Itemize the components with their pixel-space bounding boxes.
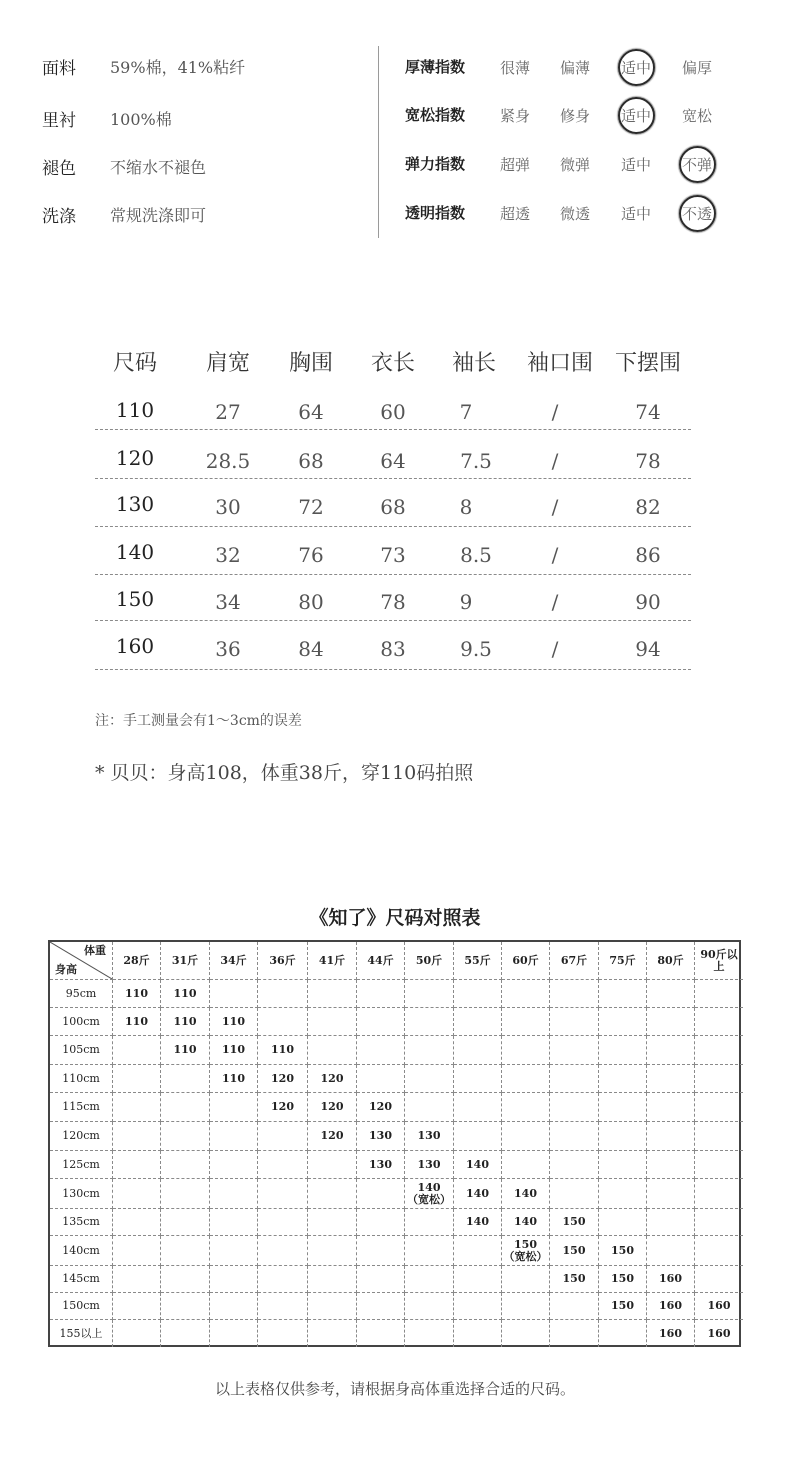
size-recommendation-cell xyxy=(210,1266,258,1293)
size-cell: 160 xyxy=(115,634,155,658)
size-recommendation-cell xyxy=(161,1179,210,1209)
size-recommendation-cell xyxy=(502,980,550,1008)
size-recommendation-cell xyxy=(308,1008,357,1036)
height-header-cell: 130cm xyxy=(50,1179,113,1209)
size-recommendation-cell xyxy=(647,1008,695,1036)
size-recommendation-cell xyxy=(550,1093,599,1122)
row-divider xyxy=(95,526,691,527)
length-cell: 78 xyxy=(380,590,406,614)
size-recommendation-cell xyxy=(550,1065,599,1093)
size-recommendation-cell xyxy=(454,1266,502,1293)
size-recommendation-cell xyxy=(161,1093,210,1122)
washing-label: 洗涤 xyxy=(42,207,76,227)
size-recommendation-cell xyxy=(550,1320,599,1347)
size-recommendation-cell xyxy=(210,1293,258,1320)
size-cell: 150 xyxy=(115,587,155,611)
size-recommendation-cell: 120 xyxy=(308,1065,357,1093)
size-recommendation-cell xyxy=(502,1008,550,1036)
size-recommendation-cell xyxy=(113,1151,161,1179)
row-divider xyxy=(95,574,691,575)
size-recommendation-cell: 140 xyxy=(454,1179,502,1209)
lining-label: 里衬 xyxy=(42,111,76,131)
shoulder-cell: 34 xyxy=(215,590,241,614)
size-recommendation-cell xyxy=(405,1093,454,1122)
looseness-option: 修身 xyxy=(559,107,590,125)
size-recommendation-cell xyxy=(357,1320,405,1347)
washing-value: 常规洗涤即可 xyxy=(110,206,207,225)
weight-header-cell: 67斤 xyxy=(550,942,599,980)
size-recommendation-cell xyxy=(695,1008,743,1036)
size-recommendation-cell: 140 xyxy=(454,1209,502,1236)
size-recommendation-cell xyxy=(599,1320,647,1347)
size-recommendation-cell xyxy=(647,1122,695,1151)
weight-axis-label: 体重 xyxy=(84,944,106,957)
thickness-option-selected: 适中 xyxy=(614,57,658,78)
elasticity-index-label: 弹力指数 xyxy=(405,155,466,173)
thickness-index-label: 厚薄指数 xyxy=(405,58,466,76)
size-recommendation-cell xyxy=(647,1036,695,1065)
size-recommendation-cell xyxy=(454,1093,502,1122)
size-table-header: 袖长 xyxy=(451,351,496,376)
size-recommendation-cell xyxy=(258,1209,308,1236)
size-recommendation-cell xyxy=(258,1320,308,1347)
size-recommendation-cell xyxy=(695,1179,743,1209)
size-recommendation-cell: 160 xyxy=(647,1293,695,1320)
size-recommendation-cell xyxy=(502,1320,550,1347)
size-recommendation-cell xyxy=(308,1209,357,1236)
looseness-index-label: 宽松指数 xyxy=(405,106,466,124)
sleeve-cell: 9 xyxy=(459,590,473,614)
size-recommendation-cell xyxy=(599,1036,647,1065)
fabric-label: 面料 xyxy=(42,59,76,79)
size-recommendation-cell xyxy=(405,1266,454,1293)
size-recommendation-cell xyxy=(454,1320,502,1347)
hem-cell: 86 xyxy=(635,543,661,567)
lining-value: 100%棉 xyxy=(110,110,172,129)
size-recommendation-cell xyxy=(258,980,308,1008)
size-recommendation-cell: 110 xyxy=(210,1036,258,1065)
size-recommendation-cell: 130 xyxy=(357,1151,405,1179)
size-recommendation-cell xyxy=(695,1093,743,1122)
size-recommendation-cell xyxy=(454,980,502,1008)
height-header-cell: 155以上 xyxy=(50,1320,113,1347)
size-recommendation-cell xyxy=(695,980,743,1008)
size-cell: 120 xyxy=(115,446,155,470)
size-recommendation-cell xyxy=(357,1236,405,1266)
size-recommendation-cell xyxy=(695,1122,743,1151)
size-reference-grid xyxy=(48,940,741,1347)
size-recommendation-cell xyxy=(308,980,357,1008)
size-recommendation-cell xyxy=(113,1179,161,1209)
size-recommendation-cell xyxy=(647,1151,695,1179)
size-recommendation-cell: 120 xyxy=(258,1065,308,1093)
shoulder-cell: 27 xyxy=(215,400,241,424)
chest-cell: 76 xyxy=(298,543,324,567)
shoulder-cell: 32 xyxy=(215,543,241,567)
length-cell: 83 xyxy=(380,637,406,661)
looseness-option: 宽松 xyxy=(681,107,712,125)
grid-corner-cell xyxy=(50,942,113,980)
shoulder-cell: 28.5 xyxy=(205,449,251,473)
hem-cell: 74 xyxy=(635,400,661,424)
looseness-option: 紧身 xyxy=(499,107,530,125)
size-recommendation-cell: 120 xyxy=(258,1093,308,1122)
size-recommendation-cell: 110 xyxy=(161,980,210,1008)
size-recommendation-cell xyxy=(113,1036,161,1065)
size-recommendation-cell xyxy=(647,1236,695,1266)
shoulder-cell: 36 xyxy=(215,637,241,661)
size-recommendation-cell: 130 xyxy=(357,1122,405,1151)
size-recommendation-cell xyxy=(113,1093,161,1122)
weight-header-cell: 28斤 xyxy=(113,942,161,980)
size-recommendation-cell: 160 xyxy=(695,1293,743,1320)
size-recommendation-cell xyxy=(113,1065,161,1093)
size-recommendation-cell xyxy=(405,1209,454,1236)
height-header-cell: 120cm xyxy=(50,1122,113,1151)
chest-cell: 84 xyxy=(298,637,324,661)
size-recommendation-cell xyxy=(405,1008,454,1036)
size-recommendation-cell: 150 xyxy=(599,1293,647,1320)
length-cell: 64 xyxy=(380,449,406,473)
size-recommendation-cell xyxy=(550,1179,599,1209)
size-recommendation-cell: 130 xyxy=(405,1122,454,1151)
size-recommendation-cell: 160 xyxy=(647,1320,695,1347)
size-recommendation-cell xyxy=(357,1209,405,1236)
size-recommendation-cell: 160 xyxy=(707,1326,731,1340)
size-recommendation-cell: 120 xyxy=(357,1093,405,1122)
weight-header-cell: 55斤 xyxy=(454,942,502,980)
size-recommendation-cell xyxy=(210,1209,258,1236)
size-recommendation-cell: 150 xyxy=(599,1266,647,1293)
size-recommendation-cell xyxy=(695,1036,743,1065)
transparency-option: 超透 xyxy=(499,205,530,223)
sleeve-cell: 8.5 xyxy=(460,543,492,567)
size-recommendation-cell xyxy=(113,1122,161,1151)
fabric-value: 59%棉，41%粘纤 xyxy=(110,58,246,77)
size-recommendation-cell xyxy=(695,1209,743,1236)
size-table-header: 下摆围 xyxy=(614,351,681,376)
sleeve-cell: 7.5 xyxy=(460,449,492,473)
size-recommendation-cell xyxy=(357,1065,405,1093)
size-recommendation-cell: 150 xyxy=(550,1266,599,1293)
shoulder-cell: 30 xyxy=(215,495,241,519)
size-recommendation-cell xyxy=(647,980,695,1008)
length-cell: 60 xyxy=(380,400,406,424)
size-recommendation-cell xyxy=(405,1236,454,1266)
weight-header-cell: 34斤 xyxy=(210,942,258,980)
height-header-cell: 145cm xyxy=(50,1266,113,1293)
size-recommendation-cell xyxy=(695,1236,743,1266)
model-info: * 贝贝：身高108，体重38斤，穿110码拍照 xyxy=(95,762,474,784)
size-recommendation-cell xyxy=(357,1179,405,1209)
size-recommendation-cell xyxy=(599,1008,647,1036)
size-table-header: 肩宽 xyxy=(205,351,250,376)
size-recommendation-cell xyxy=(308,1036,357,1065)
height-header-cell: 105cm xyxy=(50,1036,113,1065)
size-recommendation-cell xyxy=(454,1008,502,1036)
height-header-cell: 140cm xyxy=(50,1236,113,1266)
size-recommendation-cell xyxy=(210,1236,258,1266)
size-recommendation-cell xyxy=(405,980,454,1008)
size-recommendation-cell: 140 （宽松） xyxy=(405,1179,454,1209)
size-recommendation-cell xyxy=(258,1293,308,1320)
size-recommendation-cell xyxy=(161,1320,210,1347)
height-axis-label: 身高 xyxy=(55,963,77,976)
size-recommendation-cell xyxy=(210,980,258,1008)
size-recommendation-cell xyxy=(550,1293,599,1320)
size-recommendation-cell xyxy=(695,1266,743,1293)
size-recommendation-cell xyxy=(647,1209,695,1236)
size-recommendation-cell xyxy=(599,1065,647,1093)
size-recommendation-cell xyxy=(357,1036,405,1065)
row-divider xyxy=(95,429,691,430)
size-recommendation-cell xyxy=(357,1008,405,1036)
row-divider xyxy=(95,478,691,479)
size-recommendation-cell xyxy=(550,1122,599,1151)
size-recommendation-cell xyxy=(405,1293,454,1320)
size-recommendation-cell xyxy=(454,1293,502,1320)
size-recommendation-cell xyxy=(599,1209,647,1236)
chest-cell: 80 xyxy=(298,590,324,614)
weight-header-cell: 90斤以上 xyxy=(695,942,743,980)
cuff-cell: / xyxy=(551,449,559,473)
size-recommendation-cell: 110 xyxy=(210,1065,258,1093)
size-recommendation-cell xyxy=(258,1266,308,1293)
size-recommendation-cell xyxy=(161,1236,210,1266)
weight-header-cell: 41斤 xyxy=(308,942,357,980)
size-cell: 110 xyxy=(115,398,155,422)
size-recommendation-cell xyxy=(502,1293,550,1320)
size-recommendation-cell: 140 xyxy=(502,1179,550,1209)
chest-cell: 68 xyxy=(298,449,324,473)
elasticity-option: 适中 xyxy=(620,156,651,174)
height-header-cell: 95cm xyxy=(50,980,113,1008)
elasticity-option: 微弹 xyxy=(559,156,590,174)
height-header-cell: 100cm xyxy=(50,1008,113,1036)
size-recommendation-cell: 140 xyxy=(454,1151,502,1179)
size-recommendation-cell xyxy=(502,1122,550,1151)
weight-header-cell: 50斤 xyxy=(405,942,454,980)
size-recommendation-cell xyxy=(599,980,647,1008)
size-recommendation-cell xyxy=(308,1266,357,1293)
thickness-option: 偏薄 xyxy=(559,59,590,77)
size-recommendation-cell: 150 xyxy=(599,1236,647,1266)
size-recommendation-cell xyxy=(454,1065,502,1093)
height-header-cell: 115cm xyxy=(50,1093,113,1122)
size-recommendation-cell xyxy=(258,1179,308,1209)
size-cell: 130 xyxy=(115,492,155,516)
size-recommendation-cell xyxy=(308,1151,357,1179)
size-table-header: 衣长 xyxy=(370,351,415,376)
fading-label: 褪色 xyxy=(42,159,76,179)
transparency-option-selected: 不透 xyxy=(675,203,719,224)
size-table-header: 尺码 xyxy=(112,351,157,376)
size-recommendation-cell xyxy=(647,1065,695,1093)
cuff-cell: / xyxy=(551,495,559,519)
row-divider xyxy=(95,620,691,621)
size-recommendation-cell xyxy=(308,1320,357,1347)
size-table-header: 胸围 xyxy=(288,351,333,376)
chest-cell: 64 xyxy=(298,400,324,424)
size-recommendation-cell: 110 xyxy=(113,1008,161,1036)
size-recommendation-cell xyxy=(258,1236,308,1266)
size-recommendation-cell xyxy=(405,1320,454,1347)
hem-cell: 94 xyxy=(635,637,661,661)
length-cell: 68 xyxy=(380,495,406,519)
size-recommendation-cell xyxy=(454,1036,502,1065)
size-recommendation-cell xyxy=(599,1179,647,1209)
size-recommendation-cell xyxy=(161,1122,210,1151)
size-recommendation-cell xyxy=(210,1320,258,1347)
size-recommendation-cell xyxy=(113,1293,161,1320)
transparency-option: 适中 xyxy=(620,205,651,223)
cuff-cell: / xyxy=(551,637,559,661)
size-recommendation-cell xyxy=(258,1151,308,1179)
size-recommendation-cell: 130 xyxy=(405,1151,454,1179)
size-recommendation-cell xyxy=(357,1266,405,1293)
size-recommendation-cell xyxy=(258,1008,308,1036)
weight-header-cell: 36斤 xyxy=(258,942,308,980)
length-cell: 73 xyxy=(380,543,406,567)
size-recommendation-cell: 110 xyxy=(258,1036,308,1065)
size-recommendation-cell xyxy=(599,1151,647,1179)
size-recommendation-cell xyxy=(161,1209,210,1236)
vertical-divider xyxy=(378,46,379,238)
hem-cell: 82 xyxy=(635,495,661,519)
size-recommendation-cell: 150 （宽松） xyxy=(502,1236,550,1266)
size-recommendation-cell xyxy=(210,1151,258,1179)
sleeve-cell: 7 xyxy=(459,400,473,424)
size-recommendation-cell xyxy=(258,1122,308,1151)
size-recommendation-cell xyxy=(502,1266,550,1293)
size-recommendation-cell: 110 xyxy=(161,1036,210,1065)
size-recommendation-cell: 110 xyxy=(113,980,161,1008)
weight-header-cell: 80斤 xyxy=(647,942,695,980)
size-recommendation-cell: 150 xyxy=(550,1236,599,1266)
size-table-header: 袖口围 xyxy=(526,351,593,376)
size-recommendation-cell xyxy=(357,980,405,1008)
size-recommendation-cell: 120 xyxy=(308,1122,357,1151)
cuff-cell: / xyxy=(551,590,559,614)
size-recommendation-cell xyxy=(113,1266,161,1293)
size-recommendation-cell: 160 xyxy=(647,1266,695,1293)
size-recommendation-cell: 110 xyxy=(161,1008,210,1036)
fading-value: 不缩水不褪色 xyxy=(110,158,207,177)
size-recommendation-cell xyxy=(308,1236,357,1266)
size-recommendation-cell xyxy=(502,1151,550,1179)
size-recommendation-cell xyxy=(161,1065,210,1093)
size-recommendation-cell xyxy=(357,1293,405,1320)
size-recommendation-cell: 120 xyxy=(308,1093,357,1122)
weight-header-cell: 60斤 xyxy=(502,942,550,980)
size-recommendation-cell xyxy=(550,1036,599,1065)
size-recommendation-cell xyxy=(550,1151,599,1179)
size-recommendation-cell xyxy=(308,1293,357,1320)
elasticity-option: 超弹 xyxy=(499,156,530,174)
size-recommendation-cell xyxy=(647,1093,695,1122)
sleeve-cell: 9.5 xyxy=(460,637,492,661)
size-recommendation-cell xyxy=(161,1266,210,1293)
height-header-cell: 150cm xyxy=(50,1293,113,1320)
sleeve-cell: 8 xyxy=(459,495,473,519)
size-recommendation-cell xyxy=(454,1122,502,1151)
transparency-option: 微透 xyxy=(559,205,590,223)
size-recommendation-cell xyxy=(210,1093,258,1122)
row-divider xyxy=(95,669,691,670)
size-recommendation-cell xyxy=(210,1179,258,1209)
size-recommendation-cell xyxy=(161,1293,210,1320)
transparency-index-label: 透明指数 xyxy=(405,204,466,222)
size-recommendation-cell xyxy=(454,1236,502,1266)
size-recommendation-cell: 140 xyxy=(502,1209,550,1236)
size-recommendation-cell: 150 xyxy=(550,1209,599,1236)
size-recommendation-cell xyxy=(113,1320,161,1347)
height-header-cell: 110cm xyxy=(50,1065,113,1093)
elasticity-option-selected: 不弹 xyxy=(675,154,719,175)
reference-title: 《知了》尺码对照表 xyxy=(309,907,481,929)
measurement-note: 注：手工测量会有1～3cm的误差 xyxy=(95,713,302,729)
size-recommendation-cell xyxy=(210,1122,258,1151)
size-cell: 140 xyxy=(115,540,155,564)
height-header-cell: 135cm xyxy=(50,1209,113,1236)
size-recommendation-cell xyxy=(405,1036,454,1065)
size-recommendation-cell xyxy=(502,1065,550,1093)
size-recommendation-cell xyxy=(695,1151,743,1179)
size-recommendation-cell xyxy=(161,1151,210,1179)
size-recommendation-cell xyxy=(308,1179,357,1209)
footer-note: 以上表格仅供参考，请根据身高体重选择合适的尺码。 xyxy=(214,1380,575,1398)
weight-header-cell: 44斤 xyxy=(357,942,405,980)
cuff-cell: / xyxy=(551,543,559,567)
hem-cell: 90 xyxy=(635,590,661,614)
weight-header-cell: 31斤 xyxy=(161,942,210,980)
size-recommendation-cell: 110 xyxy=(210,1008,258,1036)
size-recommendation-cell xyxy=(405,1065,454,1093)
looseness-option-selected: 适中 xyxy=(614,105,658,126)
size-recommendation-cell xyxy=(502,1093,550,1122)
size-recommendation-cell xyxy=(599,1122,647,1151)
size-recommendation-cell xyxy=(695,1065,743,1093)
size-recommendation-cell xyxy=(502,1036,550,1065)
hem-cell: 78 xyxy=(635,449,661,473)
size-recommendation-cell xyxy=(599,1093,647,1122)
thickness-option: 偏厚 xyxy=(681,59,712,77)
size-recommendation-cell xyxy=(113,1236,161,1266)
thickness-option: 很薄 xyxy=(499,59,530,77)
size-recommendation-cell xyxy=(647,1179,695,1209)
size-recommendation-cell xyxy=(550,1008,599,1036)
chest-cell: 72 xyxy=(298,495,324,519)
size-recommendation-cell xyxy=(550,980,599,1008)
cuff-cell: / xyxy=(551,400,559,424)
weight-header-cell: 75斤 xyxy=(599,942,647,980)
height-header-cell: 125cm xyxy=(50,1151,113,1179)
size-recommendation-cell xyxy=(113,1209,161,1236)
